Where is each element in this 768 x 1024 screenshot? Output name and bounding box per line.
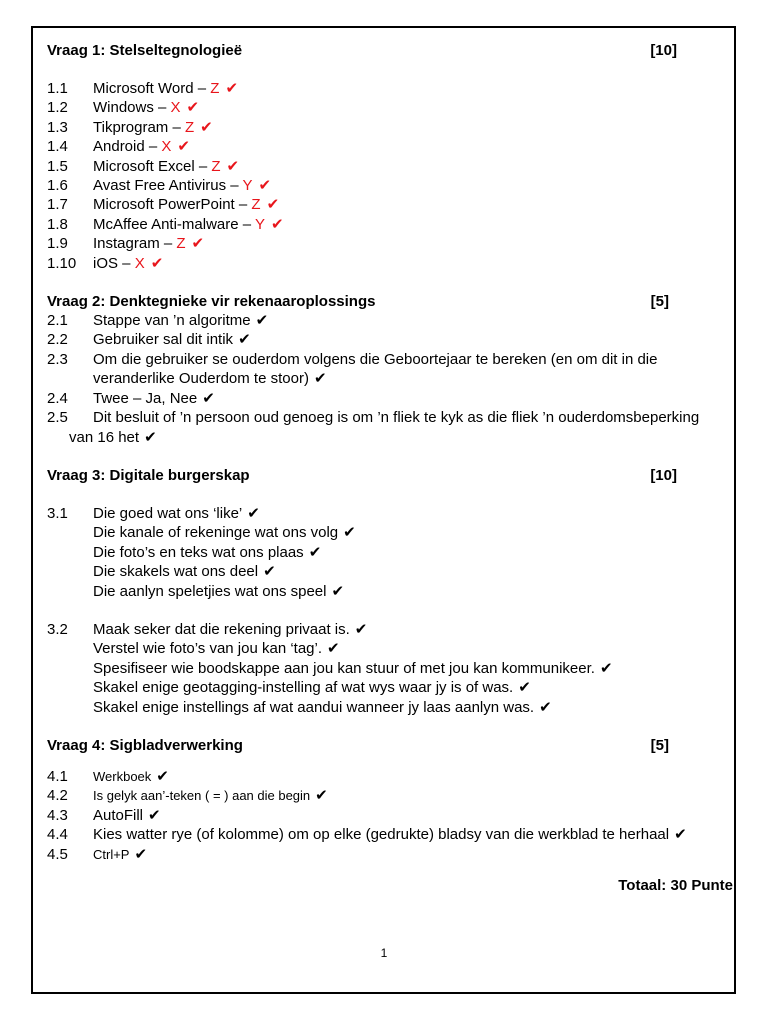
item-text xyxy=(93,659,727,678)
item-text xyxy=(93,806,727,825)
page-number: 1 xyxy=(380,946,388,960)
checkmark-icon: ✔ xyxy=(327,640,340,658)
item-label: Die skakels wat ons deel xyxy=(93,563,259,581)
checkmark-icon: ✔ xyxy=(518,679,531,697)
list-item xyxy=(47,543,727,562)
list-item xyxy=(47,806,727,825)
list-item xyxy=(47,118,727,137)
item-number: 1.9 xyxy=(47,235,68,253)
item-text xyxy=(93,825,727,844)
list-item xyxy=(47,620,727,639)
item-label: Dit besluit of ’n persoon oud genoeg is om ’n fliek te kyk as die fliek ’n ouderdomsbeperking xyxy=(93,409,700,427)
total-score: Totaal: 30 Punte xyxy=(618,877,733,894)
item-label: Verstel wie foto’s van jou kan ‘tag’. xyxy=(93,640,323,658)
item-answer: Y xyxy=(242,177,253,195)
checkmark-icon: ✔ xyxy=(186,99,200,117)
item-text xyxy=(93,98,727,117)
checkmark-icon: ✔ xyxy=(156,767,169,785)
item-label: Twee – Ja, Nee xyxy=(93,389,198,407)
item-label: Avast Free Antivirus – xyxy=(93,177,243,195)
item-label: Stappe van ’n algoritme xyxy=(93,312,251,330)
item-text xyxy=(93,350,727,389)
list-item xyxy=(47,254,727,273)
item-label: Die foto’s en teks wat ons plaas xyxy=(93,543,304,561)
q1-answer-list xyxy=(47,79,727,273)
list-item xyxy=(47,659,727,678)
list-item xyxy=(47,389,727,408)
item-text xyxy=(93,176,727,195)
q4-answer-list xyxy=(47,767,727,864)
item-number: 4.4 xyxy=(47,826,68,844)
q2-answer-list xyxy=(47,311,727,447)
checkmark-icon: ✔ xyxy=(200,118,213,136)
checkmark-icon: ✔ xyxy=(343,524,356,542)
checkmark-icon: ✔ xyxy=(315,787,328,805)
list-item xyxy=(47,195,727,214)
item-label: McAffee Anti-malware – xyxy=(93,215,256,233)
item-answer: Z xyxy=(184,118,195,136)
checkmark-icon: ✔ xyxy=(202,389,215,407)
item-text xyxy=(93,118,727,137)
q2-heading xyxy=(47,292,727,311)
checkmark-icon: ✔ xyxy=(674,826,687,844)
list-item xyxy=(47,330,727,349)
checkmark-icon: ✔ xyxy=(313,370,327,388)
item-number: 3.2 xyxy=(47,620,68,638)
list-item xyxy=(47,176,727,195)
q4-marks: [5] xyxy=(650,736,669,754)
checkmark-icon: ✔ xyxy=(263,563,276,581)
item-text xyxy=(93,543,727,562)
item-text xyxy=(93,582,727,601)
item-label: Ctrl+P xyxy=(93,846,130,862)
memo-content xyxy=(47,41,733,895)
item-label: iOS – xyxy=(93,254,135,272)
item-number: 1.2 xyxy=(47,99,68,117)
item-number: 1.6 xyxy=(47,177,68,195)
item-text xyxy=(93,389,727,408)
item-label: Tikprogram – xyxy=(93,118,185,136)
q2-title: Vraag 2: Denktegnieke vir rekenaaroplossings xyxy=(47,293,376,311)
item-label: Instagram – xyxy=(93,235,177,253)
q3-marks: [10] xyxy=(650,466,677,484)
item-number: 1.3 xyxy=(47,118,68,136)
item-label: Microsoft PowerPoint – xyxy=(93,196,252,214)
item-label: AutoFill xyxy=(93,806,144,824)
item-text xyxy=(93,254,727,273)
item-label: Windows – xyxy=(93,99,171,117)
item-label: Die aanlyn speletjies wat ons speel xyxy=(93,582,327,600)
item-number: 1.5 xyxy=(47,157,68,175)
item-number: 2.5 xyxy=(47,409,68,427)
item-text xyxy=(93,786,727,805)
list-item xyxy=(47,234,727,253)
item-label: Spesifiseer wie boodskappe aan jou kan stuur of met jou kan kommunikeer. xyxy=(93,659,595,677)
list-item xyxy=(47,786,727,805)
list-item xyxy=(47,215,727,234)
item-text xyxy=(93,504,727,523)
item-number: 1.1 xyxy=(47,80,68,97)
list-item xyxy=(47,825,727,844)
item-number: 1.7 xyxy=(47,196,68,214)
list-item-continuation xyxy=(69,428,727,447)
item-answer: Z xyxy=(176,235,186,253)
item-label: Microsoft Word – xyxy=(93,80,211,97)
list-item xyxy=(47,582,727,601)
item-label: Die kanale of rekeninge wat ons volg xyxy=(93,524,339,542)
item-label: Microsoft Excel – xyxy=(93,157,212,175)
q4-title: Vraag 4: Sigbladverwerking xyxy=(47,736,243,754)
list-item xyxy=(47,639,727,658)
checkmark-icon: ✔ xyxy=(226,157,240,175)
item-text xyxy=(93,234,727,253)
item-label: Maak seker dat die rekening privaat is. xyxy=(93,620,350,638)
item-number: 4.3 xyxy=(47,806,68,824)
q1-marks: [10] xyxy=(650,42,677,59)
q3-answer-list xyxy=(47,504,727,717)
list-item xyxy=(47,350,727,389)
item-number: 1.10 xyxy=(47,254,77,272)
q1-title: Vraag 1: Stelseltegnologieë xyxy=(47,42,243,59)
list-item xyxy=(47,137,727,156)
item-label: van 16 het xyxy=(69,428,140,446)
item-number: 2.1 xyxy=(47,312,68,330)
checkmark-icon: ✔ xyxy=(191,235,205,253)
item-answer: Z xyxy=(211,157,221,175)
item-number: 3.1 xyxy=(47,504,68,522)
list-item xyxy=(47,504,727,523)
checkmark-icon: ✔ xyxy=(144,428,157,446)
item-text xyxy=(93,698,727,717)
item-label: Kies watter rye (of kolomme) om op elke (gedrukte) bladsy van die werkblad te herhaal xyxy=(93,826,670,844)
item-text xyxy=(93,330,727,349)
item-answer: Z xyxy=(210,80,220,97)
item-label: Skakel enige geotagging-instelling af wat wys waar jy is of was. xyxy=(93,679,514,697)
list-item xyxy=(47,523,727,542)
item-label: Skakel enige instellings af wat aandui wanneer jy laas aanlyn was. xyxy=(93,698,535,716)
item-text xyxy=(93,523,727,542)
q3-title: Vraag 3: Digitale burgerskap xyxy=(47,466,250,484)
checkmark-icon: ✔ xyxy=(134,845,148,863)
checkmark-icon: ✔ xyxy=(271,215,284,233)
checkmark-icon: ✔ xyxy=(308,543,322,561)
item-answer: Y xyxy=(255,215,266,233)
list-item xyxy=(47,311,727,330)
item-number: 1.8 xyxy=(47,215,68,233)
item-text xyxy=(93,157,727,176)
item-answer: X xyxy=(161,138,172,156)
checkmark-icon: ✔ xyxy=(247,504,260,522)
checkmark-icon: ✔ xyxy=(599,659,613,677)
item-text xyxy=(93,311,727,330)
checkmark-icon: ✔ xyxy=(148,806,161,824)
item-text xyxy=(93,845,727,864)
list-item xyxy=(47,767,727,786)
item-text xyxy=(93,620,727,639)
list-item xyxy=(47,157,727,176)
item-answer: X xyxy=(170,99,181,117)
checkmark-icon: ✔ xyxy=(150,254,164,272)
list-item xyxy=(47,678,727,697)
item-answer: X xyxy=(134,254,145,272)
checkmark-icon: ✔ xyxy=(177,138,190,156)
item-label: Is gelyk aan’-teken ( = ) aan die begin xyxy=(93,788,311,804)
item-number: 4.5 xyxy=(47,845,68,863)
list-item xyxy=(47,79,727,98)
list-item xyxy=(47,845,727,864)
checkmark-icon: ✔ xyxy=(354,620,368,638)
item-number: 1.4 xyxy=(47,138,68,156)
checkmark-icon: ✔ xyxy=(331,582,345,600)
checkmark-icon: ✔ xyxy=(266,196,280,214)
item-number: 2.2 xyxy=(47,331,68,349)
q3-heading xyxy=(47,466,727,485)
item-label: Gebruiker sal dit intik xyxy=(93,331,234,349)
item-label: Werkboek xyxy=(93,768,152,784)
q1-heading xyxy=(47,41,727,60)
item-text xyxy=(93,79,727,98)
item-text xyxy=(93,767,727,786)
item-number: 2.4 xyxy=(47,389,68,407)
item-text xyxy=(93,215,727,234)
list-item xyxy=(47,698,727,717)
item-text xyxy=(93,639,727,658)
item-text xyxy=(93,195,727,214)
checkmark-icon: ✔ xyxy=(225,80,239,97)
list-item xyxy=(47,98,727,117)
item-text xyxy=(93,562,727,581)
q4-heading xyxy=(47,736,727,755)
item-text xyxy=(93,678,727,697)
checkmark-icon: ✔ xyxy=(238,331,251,349)
item-number: 4.2 xyxy=(47,787,68,805)
list-item xyxy=(47,562,727,581)
item-number: 4.1 xyxy=(47,767,68,785)
q2-marks: [5] xyxy=(650,293,669,311)
checkmark-icon: ✔ xyxy=(255,312,269,330)
item-answer: Z xyxy=(251,196,261,214)
checkmark-icon: ✔ xyxy=(258,177,272,195)
item-label: Om die gebruiker se ouderdom volgens die Geboortejaar te bereken (en om dit in die veranderlike Ouderdom te stoor) xyxy=(93,350,658,388)
item-label: Android – xyxy=(93,138,162,156)
item-number: 2.3 xyxy=(47,350,68,368)
item-text xyxy=(93,408,727,427)
list-item xyxy=(47,408,727,427)
item-label: Die goed wat ons ‘like’ xyxy=(93,504,243,522)
item-text xyxy=(93,137,727,156)
checkmark-icon: ✔ xyxy=(539,698,552,716)
